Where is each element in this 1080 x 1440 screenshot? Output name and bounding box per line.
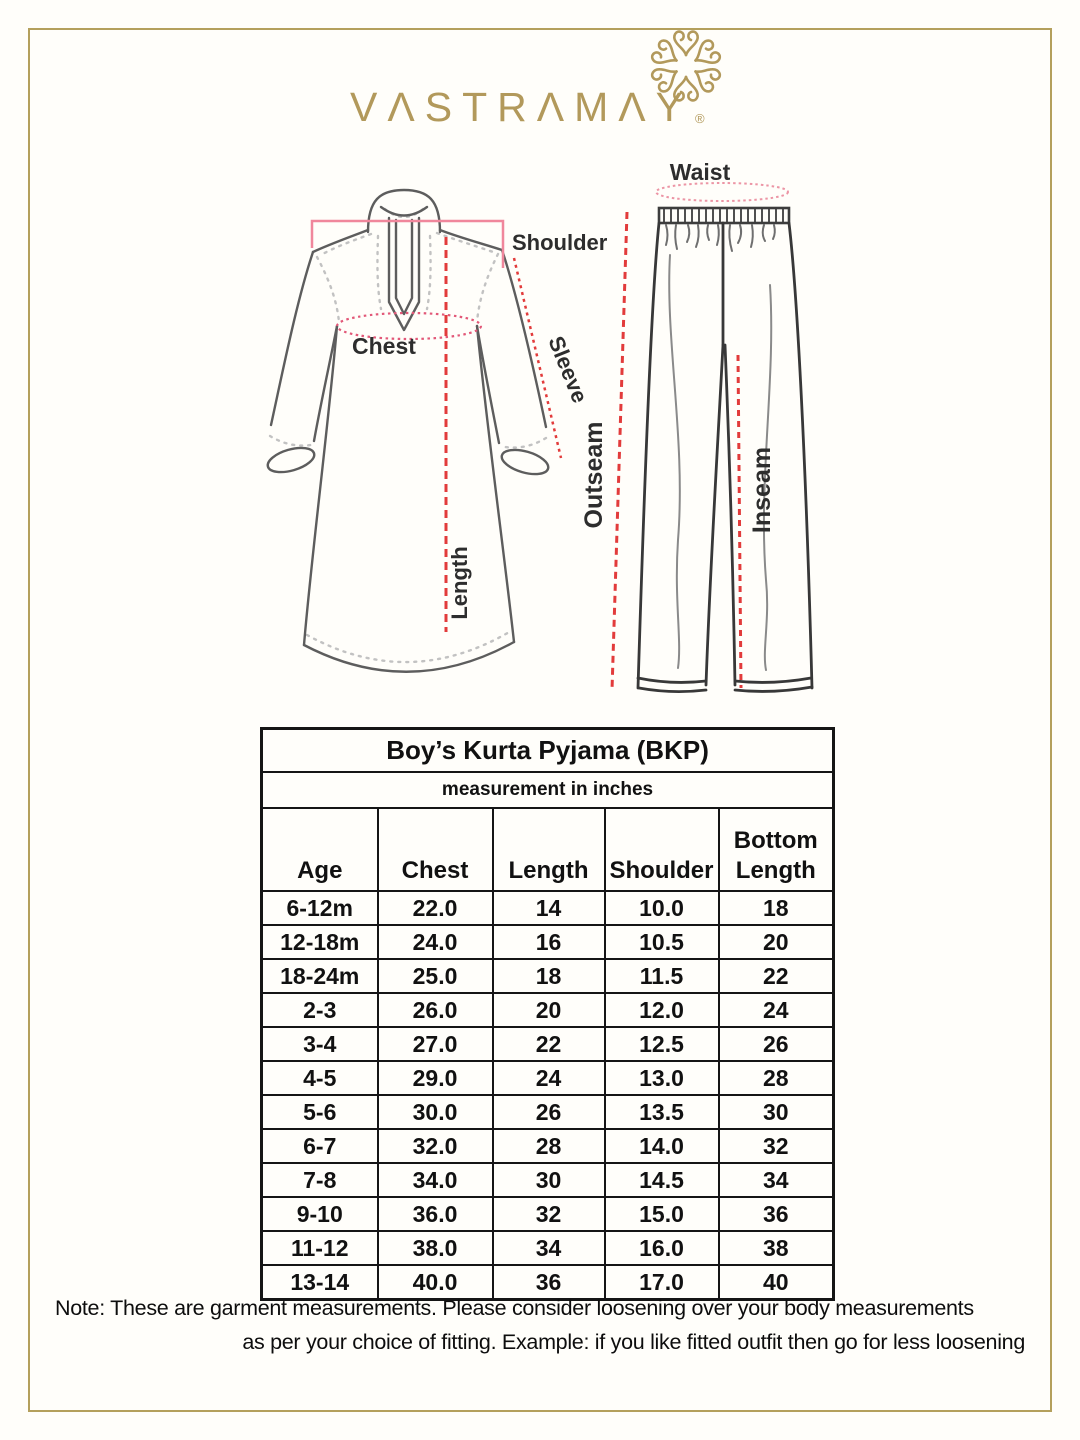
shoulder-label: Shoulder	[512, 230, 608, 255]
table-cell: 16	[493, 925, 605, 959]
table-cell: 13.0	[605, 1061, 719, 1095]
table-subtitle-row	[262, 772, 834, 808]
table-row	[262, 891, 834, 925]
table-cell: 22	[493, 1027, 605, 1061]
waist-measure-ellipse	[656, 183, 788, 201]
table-cell: 13.5	[605, 1095, 719, 1129]
table-row	[262, 1061, 834, 1095]
table-cell: 26	[493, 1095, 605, 1129]
column-header-length: Length	[493, 808, 605, 891]
table-cell: 24	[719, 993, 834, 1027]
table-cell: 18	[719, 891, 834, 925]
table-cell: 36	[493, 1265, 605, 1300]
table-cell: 30	[493, 1163, 605, 1197]
garment-measurement-diagram	[0, 140, 1080, 740]
table-cell: 27.0	[378, 1027, 493, 1061]
table-cell: 14.5	[605, 1163, 719, 1197]
table-cell: 24	[493, 1061, 605, 1095]
table-title-row	[262, 729, 834, 773]
kurta-outline-drawing	[265, 190, 608, 672]
kurta-length-label: Length	[447, 546, 472, 620]
brand-logo-text: VΛSTRΛMΛY	[350, 84, 694, 130]
table-cell: 11.5	[605, 959, 719, 993]
registered-trademark: ®	[695, 111, 705, 126]
table-row	[262, 1095, 834, 1129]
inseam-label: Inseam	[748, 446, 776, 534]
table-cell: 38.0	[378, 1231, 493, 1265]
column-header-shoulder: Shoulder	[605, 808, 719, 891]
table-cell: 7-8	[262, 1163, 378, 1197]
column-header-bottom-length: Bottom Length	[719, 808, 834, 891]
table-cell: 26	[719, 1027, 834, 1061]
table-cell: 34	[719, 1163, 834, 1197]
table-cell: 6-7	[262, 1129, 378, 1163]
table-cell: 28	[493, 1129, 605, 1163]
table-cell: 12.0	[605, 993, 719, 1027]
waist-label: Waist	[669, 159, 731, 185]
table-cell: 28	[719, 1061, 834, 1095]
table-cell: 36.0	[378, 1197, 493, 1231]
table-cell: 30	[719, 1095, 834, 1129]
outseam-label: Outseam	[580, 421, 608, 529]
table-cell: 12-18m	[262, 925, 378, 959]
table-cell: 22	[719, 959, 834, 993]
table-cell: 25.0	[378, 959, 493, 993]
table-cell: 18-24m	[262, 959, 378, 993]
table-title: Boy’s Kurta Pyjama (BKP)	[262, 729, 834, 773]
table-cell: 10.5	[605, 925, 719, 959]
table-cell: 38	[719, 1231, 834, 1265]
table-cell: 3-4	[262, 1027, 378, 1061]
table-row	[262, 1197, 834, 1231]
table-cell: 14	[493, 891, 605, 925]
table-cell: 36	[719, 1197, 834, 1231]
table-cell: 29.0	[378, 1061, 493, 1095]
table-header-row	[262, 808, 834, 891]
table-cell: 17.0	[605, 1265, 719, 1300]
table-cell: 10.0	[605, 891, 719, 925]
note-line-1: Note: These are garment measurements. Please consider loosening over your body measurements	[55, 1296, 974, 1320]
table-row	[262, 1163, 834, 1197]
table-cell: 32	[493, 1197, 605, 1231]
table-cell: 15.0	[605, 1197, 719, 1231]
table-cell: 5-6	[262, 1095, 378, 1129]
table-cell: 40	[719, 1265, 834, 1300]
table-cell: 40.0	[378, 1265, 493, 1300]
table-cell: 34.0	[378, 1163, 493, 1197]
table-cell: 9-10	[262, 1197, 378, 1231]
table-row	[262, 993, 834, 1027]
table-cell: 26.0	[378, 993, 493, 1027]
column-header-chest: Chest	[378, 808, 493, 891]
sleeve-label: Sleeve	[543, 332, 593, 407]
table-row	[262, 959, 834, 993]
table-subtitle: measurement in inches	[262, 772, 834, 808]
table-cell: 20	[493, 993, 605, 1027]
table-row	[262, 1129, 834, 1163]
table-cell: 14.0	[605, 1129, 719, 1163]
table-cell: 4-5	[262, 1061, 378, 1095]
table-cell: 30.0	[378, 1095, 493, 1129]
note-text	[55, 1291, 1025, 1359]
table-cell: 13-14	[262, 1265, 378, 1300]
table-row	[262, 1027, 834, 1061]
table-cell: 6-12m	[262, 891, 378, 925]
table-row	[262, 925, 834, 959]
brand-ornament-icon	[648, 28, 724, 104]
outseam-measure-line	[612, 212, 627, 690]
size-chart-table	[260, 727, 835, 1301]
table-cell: 11-12	[262, 1231, 378, 1265]
table-cell: 24.0	[378, 925, 493, 959]
table-cell: 2-3	[262, 993, 378, 1027]
table-cell: 20	[719, 925, 834, 959]
table-cell: 12.5	[605, 1027, 719, 1061]
table-cell: 32	[719, 1129, 834, 1163]
table-cell: 22.0	[378, 891, 493, 925]
table-cell: 18	[493, 959, 605, 993]
table-cell: 34	[493, 1231, 605, 1265]
table-cell: 32.0	[378, 1129, 493, 1163]
table-cell: 16.0	[605, 1231, 719, 1265]
column-header-age: Age	[262, 808, 378, 891]
table-row	[262, 1231, 834, 1265]
note-line-2: as per your choice of fitting. Example: if you like fitted outfit then go for less loosening	[242, 1330, 1025, 1354]
chest-label: Chest	[352, 333, 416, 359]
pyjama-outline-drawing	[580, 159, 812, 692]
inseam-measure-line	[738, 355, 741, 688]
